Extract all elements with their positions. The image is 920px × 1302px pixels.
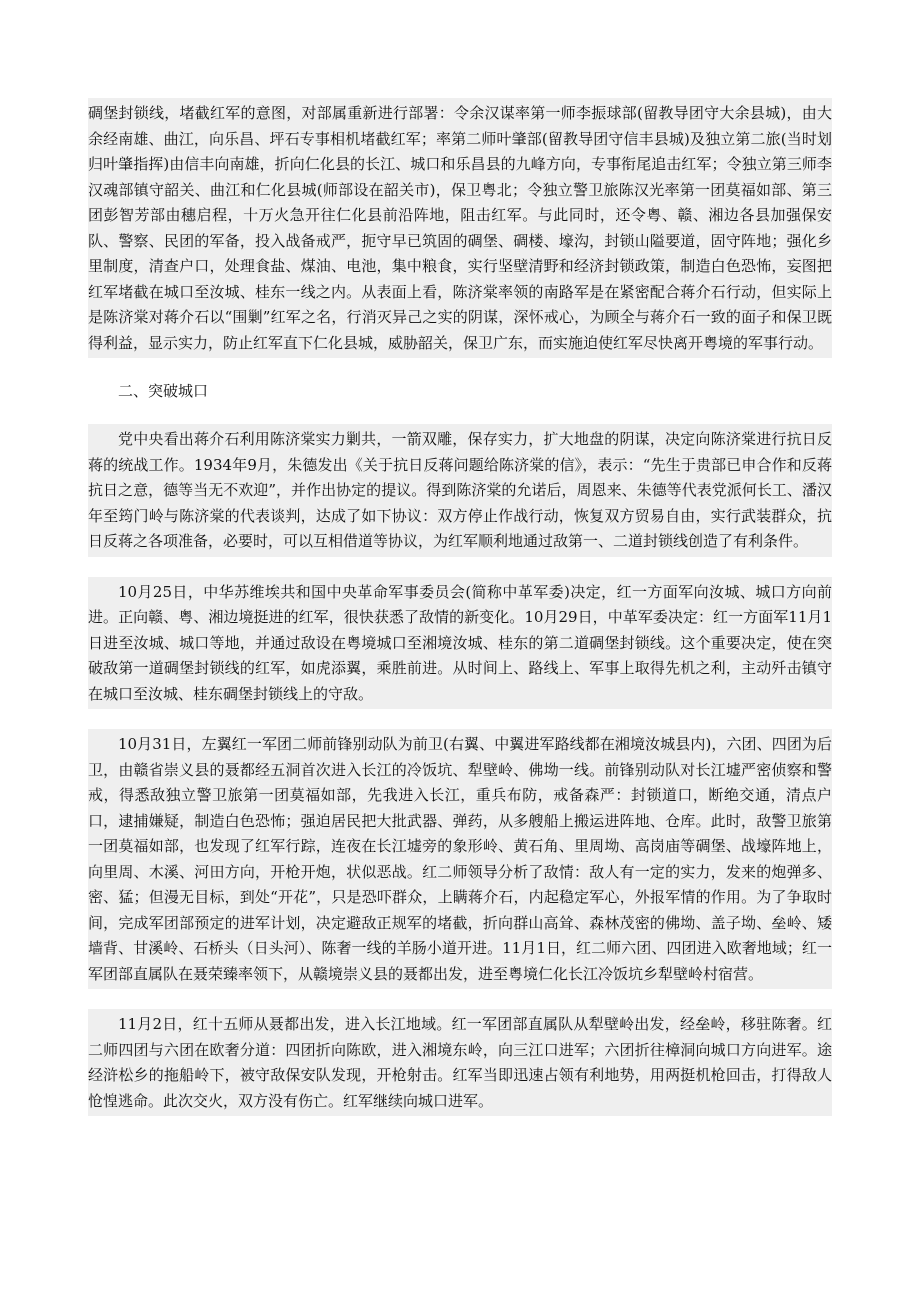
paragraph-gap	[88, 358, 832, 378]
document-page	[88, 98, 832, 1116]
paragraph-1: 碉堡封锁线，堵截红军的意图，对部属重新进行部署：令余汉谋率第一师李振球部(留教导团守大余县城)，由大余经南雄、曲江，向乐昌、坪石专事相机堵截红军；率第二师叶肇部(留教导团守信丰县城)及独立第二旅(当时划归叶肇指挥)由信丰向南雄，折向仁化县的长江、城口和乐昌县的九峰方向，专事衔尾追击红军；令独立第三师李汉魂部镇守韶关、曲江和仁化县城(师部设在韶关市)，保卫粤北；令独立警卫旅陈汉光率第一团莫福如部、第三团彭智芳部由穗启程，十万火急开往仁化县前沿阵地，阻击红军。与此同时，还令粤、赣、湘边各县加强保安队、警察、民团的军备，投入战备戒严，扼守早已筑固的碉堡、碉楼、壕沟，封锁山隘要道，固守阵地；强化乡里制度，清查户口，处理食盐、煤油、电池，集中粮食，实行坚壁清野和经济封锁政策，制造白色恐怖，妄图把红军堵截在城口至汝城、桂东一线之内。从表面上看，陈济棠率领的南路军是在紧密配合蒋介石行动，但实际上是陈济棠对蒋介石以“围剿”红军之名，行消灭异己之实的阴谋，深怀戒心，为顾全与蒋介石一致的面子和保卫既得利益，显示实力，防止红军直下仁化县城，威胁韶关，保卫广东，而实施迫使红军尽快离开粤境的军事行动。	[88, 98, 832, 358]
paragraph-4: 10月31日，左翼红一军团二师前锋别动队为前卫(右翼、中翼进军路线都在湘境汝城县内)，六团、四团为后卫，由赣省崇义县的聂都经五洞首次进入长江的冷饭坑、犁壁岭、佛坳一线。前锋别动队对长江墟严密侦察和警戒，得悉敌独立警卫旅第一团莫福如部，先我进入长江，重兵布防，戒备森严：封锁道口，断绝交通，清点户口，逮捕嫌疑，制造白色恐怖；强迫居民把大批武器、弹药，从多艘船上搬运进阵地、仓库。此时，敌警卫旅第一团莫福如部，也发现了红军行踪，连夜在长江墟旁的象形岭、黄石角、里周坳、高岗庙等碉堡、战壕阵地上，向里周、木溪、河田方向，开枪开炮，状似恶战。红二师领导分析了敌情：敌人有一定的实力，发来的炮弹多、密、猛；但漫无目标，到处“开花”，只是恐吓群众，上瞒蒋介石，内起稳定军心，外报军情的作用。为了争取时间，完成军团部预定的进军计划，决定避敌正规军的堵截，折向群山高耸、森林茂密的佛坳、盖子坳、垒岭、矮墙背、甘溪岭、石桥头（日头河）、陈奢一线的羊肠小道开进。11月1日，红二师六团、四团进入欧奢地域；红一军团部直属队在聂荣臻率领下，从赣境崇义县的聂都出发，进至粤境仁化长江冷饭坑乡犁壁岭村宿营。	[88, 729, 832, 989]
paragraph-5: 11月2日，红十五师从聂都出发，进入长江地域。红一军团部直属队从犁壁岭出发，经垒岭，移驻陈奢。红二师四团与六团在欧奢分道：四团折向陈欧，进入湘境东岭，向三江口进军；六团折往樟洞向城口方向进军。途经浒松乡的拖船岭下，被守敌保安队发现，开枪射击。红军当即迅速占领有利地势，用两挺机枪回击，打得敌人怆惶逃命。此次交火，双方没有伤亡。红军继续向城口进军。	[88, 1009, 832, 1116]
paragraph-gap	[88, 709, 832, 729]
paragraph-2: 党中央看出蒋介石利用陈济棠实力剿共，一箭双雕，保存实力，扩大地盘的阴谋，决定向陈济棠进行抗日反蒋的统战工作。1934年9月，朱德发出《关于抗日反蒋问题给陈济棠的信》，表示：“先生于贵部已申合作和反蒋抗日之意，德等当无不欢迎”，并作出协定的提议。得到陈济棠的允诺后，周恩来、朱德等代表党派何长工、潘汉年至筠门岭与陈济棠的代表谈判，达成了如下协议：双方停止作战行动，恢复双方贸易自由，实行武装群众，抗日反蒋之各项准备，必要时，可以互相借道等协议，为红军顺利地通过敌第一、二道封锁线创造了有利条件。	[88, 424, 832, 557]
paragraph-gap	[88, 989, 832, 1009]
paragraph-gap	[88, 557, 832, 577]
paragraph-3: 10月25日，中华苏维埃共和国中央革命军事委员会(简称中革军委)决定，红一方面军向汝城、城口方向前进。正向赣、粤、湘边境挺进的红军，很快获悉了敌情的新变化。10月29日，中革军委决定：红一方面军11月1日进至汝城、城口等地，并通过敌设在粤境城口至湘境汝城、桂东的第二道碉堡封锁线。这个重要决定，使在突破敌第一道碉堡封锁线的红军，如虎添翼，乘胜前进。从时间上、路线上、军事上取得先机之利，主动歼击镇守在城口至汝城、桂东碉堡封锁线上的守敌。	[88, 577, 832, 710]
section-heading: 二、突破城口	[88, 378, 832, 404]
paragraph-gap	[88, 404, 832, 424]
